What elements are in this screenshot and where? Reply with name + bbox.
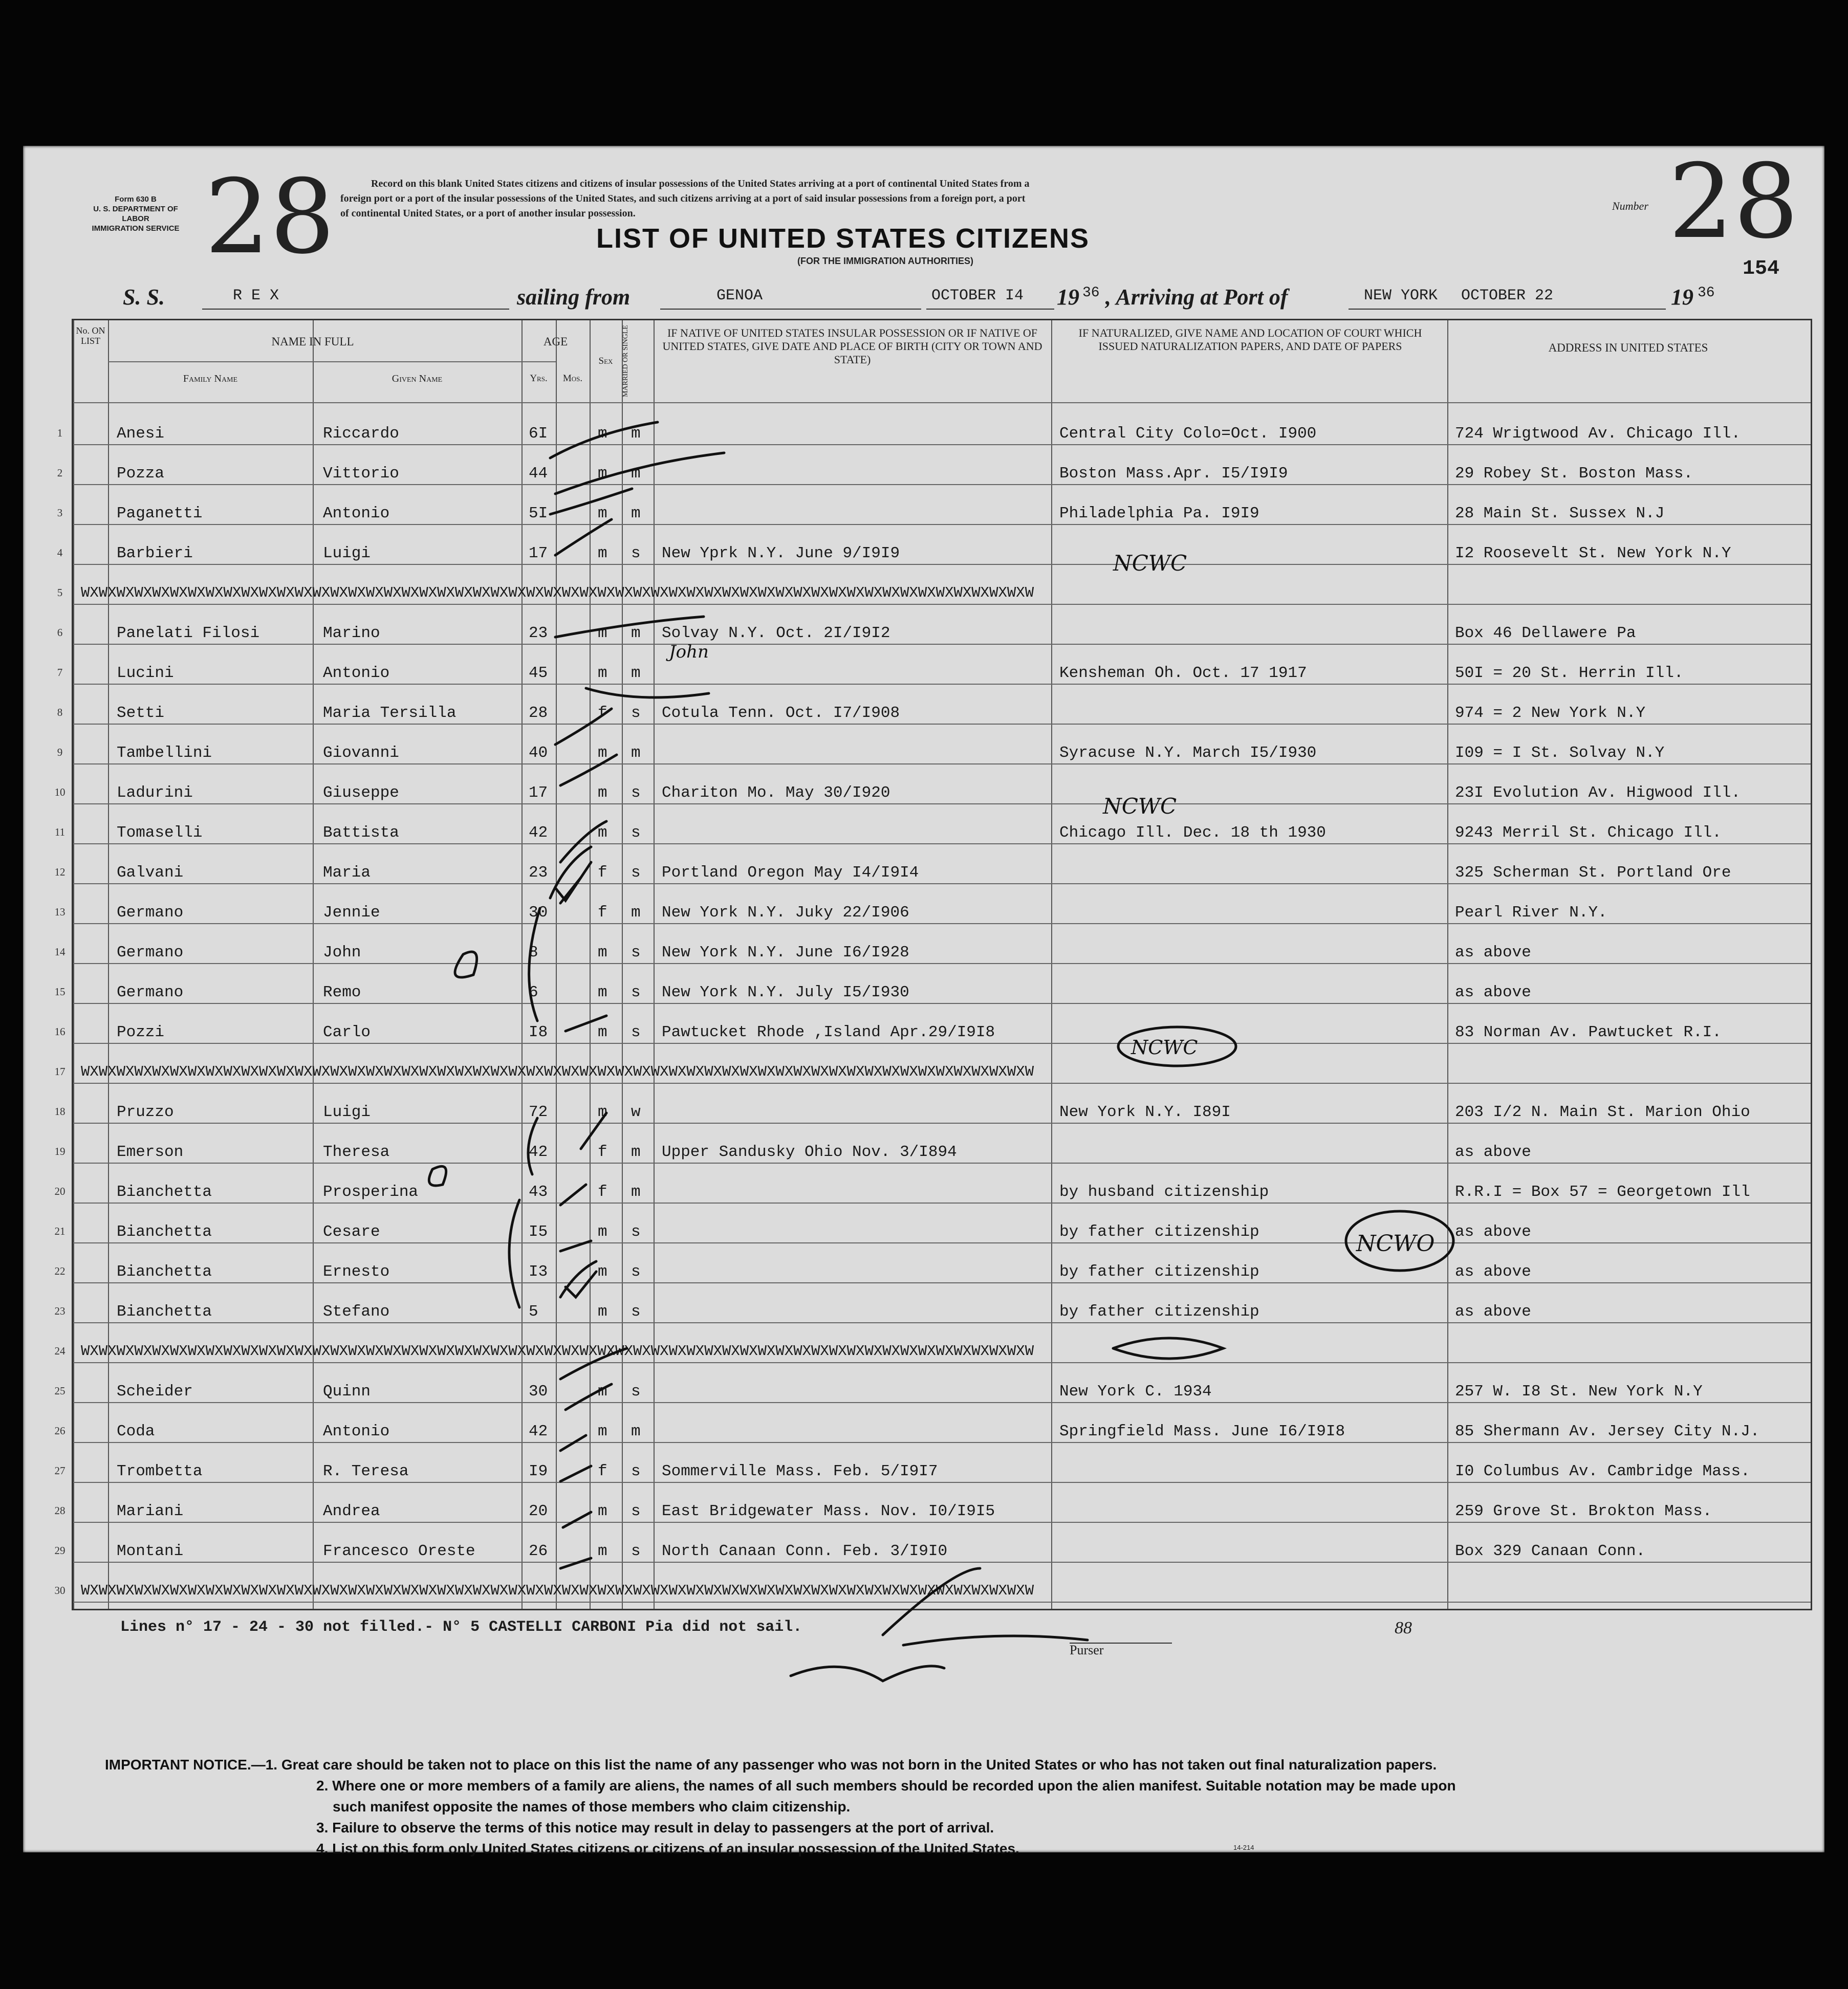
- age-cell: I8: [529, 1023, 548, 1041]
- family-name-cell: Tomaselli: [117, 824, 203, 842]
- marital-status-cell: s: [631, 1383, 641, 1401]
- date-from: OCTOBER I4: [931, 287, 1024, 304]
- marital-status-cell: s: [631, 1303, 641, 1321]
- arriving-label: , Arriving at Port of: [1105, 285, 1288, 310]
- line-number: 21: [54, 1225, 66, 1237]
- age-cell: 5: [529, 1303, 538, 1321]
- sex-cell: m: [598, 664, 607, 682]
- line-number: 25: [54, 1385, 66, 1397]
- sex-cell: m: [598, 1542, 607, 1560]
- sex-cell: f: [598, 704, 607, 722]
- marital-status-cell: s: [631, 1542, 641, 1560]
- age-cell: 45: [529, 664, 548, 682]
- age-cell: 17: [529, 784, 548, 802]
- line-number: 10: [54, 786, 66, 798]
- age-cell: 28: [529, 704, 548, 722]
- year-prefix: 19: [1057, 285, 1079, 310]
- date-to: OCTOBER 22: [1461, 287, 1554, 304]
- notice-line-5: 4. List on this form only United States citizens or citizens of an insular possession of the United States.: [316, 1841, 1019, 1856]
- count-note: 88: [1395, 1619, 1412, 1637]
- line-number: 24: [54, 1345, 66, 1357]
- family-name-cell: Pozzi: [117, 1023, 165, 1041]
- address-cell: I2 Roosevelt St. New York N.Y: [1455, 544, 1731, 562]
- age-cell: 30: [529, 904, 548, 922]
- given-name-cell: Antonio: [323, 505, 390, 522]
- address-cell: as above: [1455, 1143, 1531, 1161]
- line-number: 28: [54, 1504, 66, 1517]
- year-suffix: 36: [1082, 285, 1100, 301]
- family-name-cell: Montani: [117, 1542, 184, 1560]
- given-name-cell: Remo: [323, 983, 361, 1001]
- age-cell: 6I: [529, 425, 548, 443]
- family-name-cell: Emerson: [117, 1143, 184, 1161]
- col-head-given: Given Name: [392, 373, 443, 384]
- age-cell: 20: [529, 1502, 548, 1520]
- address-cell: 724 Wrigtwood Av. Chicago Ill.: [1455, 425, 1741, 443]
- big-number-right: 28: [1668, 142, 1799, 261]
- sex-cell: f: [598, 904, 607, 922]
- page-title: LIST OF UNITED STATES CITIZENS: [596, 223, 1090, 254]
- naturalization-cell: New York C. 1934: [1059, 1383, 1212, 1401]
- address-cell: 28 Main St. Sussex N.J: [1455, 505, 1665, 522]
- marital-status-cell: s: [631, 704, 641, 722]
- big-number-left: 28: [205, 158, 335, 277]
- line-number: 14: [54, 946, 66, 958]
- marital-status-cell: w: [631, 1103, 641, 1121]
- col-head-no: No. ON LIST: [76, 325, 105, 346]
- struck-line: WXWXWXWXWXWXWXWXWXWXWXWXWXWXWXWXWXWXWXWXWXWXWXWXWXWXWXWXWXWXWXWXWXWXWXWXWXWXWXWXWXWXWXWXWXWXWXWXWXWXWXWXWXW: [81, 584, 1034, 601]
- given-name-cell: Maria Tersilla: [323, 704, 456, 722]
- address-cell: Pearl River N.Y.: [1455, 904, 1607, 922]
- line-number: 20: [54, 1185, 66, 1197]
- family-name-cell: Galvani: [117, 864, 184, 882]
- sex-cell: m: [598, 1303, 607, 1321]
- naturalization-cell: Chicago Ill. Dec. 18 th 1930: [1059, 824, 1326, 842]
- instruction-line: of continental United States, or a port of another insular possession.: [340, 208, 636, 219]
- year-suffix: 36: [1698, 285, 1715, 301]
- manifest-sheet: [23, 142, 1824, 1856]
- marital-status-cell: m: [631, 425, 641, 443]
- sex-cell: m: [598, 505, 607, 522]
- address-cell: as above: [1455, 983, 1531, 1001]
- form-id: Form 630 B: [115, 195, 157, 204]
- given-name-cell: Ernesto: [323, 1263, 390, 1281]
- naturalization-cell: New York N.Y. I89I: [1059, 1103, 1231, 1121]
- family-name-cell: Mariani: [117, 1502, 184, 1520]
- birth-cell: North Canaan Conn. Feb. 3/I9I0: [662, 1542, 948, 1560]
- col-head-age: AGE: [543, 335, 568, 348]
- age-cell: 44: [529, 465, 548, 483]
- family-name-cell: Bianchetta: [117, 1263, 212, 1281]
- line-number: 23: [54, 1305, 66, 1317]
- family-name-cell: Trombetta: [117, 1462, 203, 1480]
- instruction-line: foreign port or a port of the insular possessions of the United States, and such citizens arriving at a port of said insular possessions from a foreign port, a port: [340, 193, 1026, 204]
- address-cell: 9243 Merril St. Chicago Ill.: [1455, 824, 1722, 842]
- birth-cell: New York N.Y. Juky 22/I906: [662, 904, 909, 922]
- ncwc-note: NCWC: [1131, 1036, 1198, 1059]
- col-head-married: MARRIED OR SINGLE: [622, 325, 629, 398]
- address-cell: as above: [1455, 1303, 1531, 1321]
- sex-cell: f: [598, 864, 607, 882]
- footer-note: Lines n° 17 - 24 - 30 not filled.- N° 5 CASTELLI CARBONI Pia did not sail.: [120, 1619, 802, 1636]
- birth-cell: Upper Sandusky Ohio Nov. 3/I894: [662, 1143, 957, 1161]
- line-number: 18: [54, 1105, 66, 1118]
- marital-status-cell: s: [631, 1263, 641, 1281]
- sex-cell: m: [598, 544, 607, 562]
- birth-cell: New York N.Y. June I6/I928: [662, 944, 909, 961]
- given-name-cell: Antonio: [323, 664, 390, 682]
- given-name-cell: Vittorio: [323, 465, 399, 483]
- naturalization-cell: Boston Mass.Apr. I5/I9I9: [1059, 465, 1288, 483]
- given-name-cell: Battista: [323, 824, 399, 842]
- port-from: GENOA: [716, 287, 763, 304]
- line-number: 1: [57, 427, 63, 439]
- line-number: 22: [54, 1265, 66, 1277]
- age-cell: 30: [529, 1383, 548, 1401]
- signature-line: [1070, 1643, 1172, 1644]
- line-number: 8: [57, 706, 63, 718]
- port-to: NEW YORK: [1364, 287, 1438, 304]
- given-name-cell: Carlo: [323, 1023, 371, 1041]
- service: IMMIGRATION SERVICE: [92, 224, 180, 233]
- family-name-cell: Germano: [117, 944, 184, 961]
- col-head-address: ADDRESS IN UNITED STATES: [1548, 341, 1708, 354]
- marital-status-cell: m: [631, 624, 641, 642]
- age-cell: 72: [529, 1103, 548, 1121]
- family-name-cell: Bianchetta: [117, 1183, 212, 1201]
- notice-heading: IMPORTANT NOTICE.—1.: [105, 1757, 278, 1773]
- department: U. S. DEPARTMENT OF LABOR: [93, 205, 178, 223]
- address-cell: 974 = 2 New York N.Y: [1455, 704, 1646, 722]
- address-cell: R.R.I = Box 57 = Georgetown Ill: [1455, 1183, 1750, 1201]
- marital-status-cell: m: [631, 744, 641, 762]
- age-cell: 8: [529, 944, 538, 961]
- notice-text: Great care should be taken not to place on this list the name of any passenger who was not born in the United States or who has not taken out final naturalization papers.: [281, 1757, 1437, 1773]
- notice-line-3: such manifest opposite the names of those members who claim citizenship.: [333, 1799, 851, 1815]
- address-cell: as above: [1455, 944, 1531, 961]
- address-cell: 325 Scherman St. Portland Ore: [1455, 864, 1731, 882]
- col-head-family: Family Name: [183, 373, 238, 384]
- page-number: 154: [1743, 257, 1780, 280]
- birth-cell: East Bridgewater Mass. Nov. I0/I9I5: [662, 1502, 995, 1520]
- naturalization-cell: by husband citizenship: [1059, 1183, 1269, 1201]
- age-cell: I3: [529, 1263, 548, 1281]
- address-cell: I0 Columbus Av. Cambridge Mass.: [1455, 1462, 1750, 1480]
- birth-cell: Sommerville Mass. Feb. 5/I9I7: [662, 1462, 938, 1480]
- notice-line-2: 2. Where one or more members of a family are aliens, the names of all such members should be recorded upon the alien manifest. Suitable notation may be made upon: [316, 1778, 1456, 1794]
- marital-status-cell: s: [631, 784, 641, 802]
- address-cell: 257 W. I8 St. New York N.Y: [1455, 1383, 1703, 1401]
- marital-status-cell: m: [631, 1423, 641, 1440]
- line-number: 27: [54, 1465, 66, 1477]
- address-cell: as above: [1455, 1223, 1531, 1241]
- naturalization-cell: by father citizenship: [1059, 1223, 1259, 1241]
- address-cell: Box 329 Canaan Conn.: [1455, 1542, 1646, 1560]
- given-name-cell: Cesare: [323, 1223, 380, 1241]
- naturalization-cell: Central City Colo=Oct. I900: [1059, 425, 1317, 443]
- struck-line: WXWXWXWXWXWXWXWXWXWXWXWXWXWXWXWXWXWXWXWXWXWXWXWXWXWXWXWXWXWXWXWXWXWXWXWXWXWXWXWXWXWXWXWXWXWXWXWXWXWXWXWXWXW: [81, 1063, 1034, 1080]
- family-name-cell: Pozza: [117, 465, 165, 483]
- ship-name: R E X: [233, 287, 279, 304]
- naturalization-cell: by father citizenship: [1059, 1263, 1259, 1281]
- family-name-cell: Paganetti: [117, 505, 203, 522]
- marital-status-cell: s: [631, 1223, 641, 1241]
- age-cell: 23: [529, 864, 548, 882]
- family-name-cell: Setti: [117, 704, 165, 722]
- struck-line: WXWXWXWXWXWXWXWXWXWXWXWXWXWXWXWXWXWXWXWXWXWXWXWXWXWXWXWXWXWXWXWXWXWXWXWXWXWXWXWXWXWXWXWXWXWXWXWXWXWXWXWXWXW: [81, 1343, 1034, 1360]
- address-cell: 23I Evolution Av. Higwood Ill.: [1455, 784, 1741, 802]
- line-number: 3: [57, 507, 63, 519]
- given-name-cell: Riccardo: [323, 425, 399, 443]
- birth-cell: Solvay N.Y. Oct. 2I/I9I2: [662, 624, 890, 642]
- given-name-cell: Andrea: [323, 1502, 380, 1520]
- line-number: 19: [54, 1145, 66, 1157]
- birth-cell: New York N.Y. July I5/I930: [662, 983, 909, 1001]
- col-head-sex: Sex: [598, 356, 613, 366]
- age-cell: 17: [529, 544, 548, 562]
- sex-cell: m: [598, 1023, 607, 1041]
- sex-cell: m: [598, 1383, 607, 1401]
- sex-cell: m: [598, 1103, 607, 1121]
- line-number: 15: [54, 986, 66, 998]
- line-number: 17: [54, 1065, 66, 1078]
- naturalization-cell: by father citizenship: [1059, 1303, 1259, 1321]
- family-name-cell: Germano: [117, 983, 184, 1001]
- marital-status-cell: s: [631, 944, 641, 961]
- line-number: 30: [54, 1584, 66, 1597]
- given-name-cell: Jennie: [323, 904, 380, 922]
- age-cell: I5: [529, 1223, 548, 1241]
- sex-cell: m: [598, 983, 607, 1001]
- given-name-cell: Antonio: [323, 1423, 390, 1440]
- naturalization-cell: Syracuse N.Y. March I5/I930: [1059, 744, 1317, 762]
- birth-cell: New Yprk N.Y. June 9/I9I9: [662, 544, 900, 562]
- handwriting-layer: [23, 142, 1824, 1852]
- family-name-cell: Pruzzo: [117, 1103, 174, 1121]
- family-name-cell: Panelati Filosi: [117, 624, 260, 642]
- age-cell: 6: [529, 983, 538, 1001]
- given-name-cell: Maria: [323, 864, 371, 882]
- sex-cell: m: [598, 1263, 607, 1281]
- marital-status-cell: s: [631, 1023, 641, 1041]
- ss-label: S. S.: [123, 285, 165, 310]
- sex-cell: f: [598, 1462, 607, 1480]
- col-head-naturalized: IF NATURALIZED, GIVE NAME AND LOCATION OF COURT WHICH ISSUED NATURALIZATION PAPERS, AND DATE OF PAPERS: [1078, 326, 1422, 353]
- line-number: 26: [54, 1425, 66, 1437]
- address-cell: 50I = 20 St. Herrin Ill.: [1455, 664, 1684, 682]
- sex-cell: m: [598, 425, 607, 443]
- age-cell: 23: [529, 624, 548, 642]
- given-name-cell: Marino: [323, 624, 380, 642]
- ncwc-note: NCWO: [1356, 1231, 1435, 1257]
- given-name-cell: Giovanni: [323, 744, 399, 762]
- marital-status-cell: s: [631, 1502, 641, 1520]
- notice-line-4: 3. Failure to observe the terms of this notice may result in delay to passengers at the port of arrival.: [316, 1820, 994, 1835]
- sailing-label: sailing from: [517, 285, 631, 310]
- age-cell: 26: [529, 1542, 548, 1560]
- age-cell: I9: [529, 1462, 548, 1480]
- age-cell: 42: [529, 1423, 548, 1440]
- family-name-cell: Coda: [117, 1423, 155, 1440]
- age-cell: 5I: [529, 505, 548, 522]
- marital-status-cell: m: [631, 1143, 641, 1161]
- marital-status-cell: m: [631, 904, 641, 922]
- sex-cell: m: [598, 944, 607, 961]
- line-number: 2: [57, 467, 63, 479]
- address-cell: 203 I/2 N. Main St. Marion Ohio: [1455, 1103, 1750, 1121]
- line-number: 6: [57, 626, 63, 639]
- form-code: 14-214: [1233, 1844, 1254, 1851]
- line-number: 9: [57, 746, 63, 758]
- family-name-cell: Barbieri: [117, 544, 193, 562]
- year-prefix: 19: [1671, 285, 1693, 310]
- address-cell: 29 Robey St. Boston Mass.: [1455, 465, 1693, 483]
- naturalization-cell: Kensheman Oh. Oct. 17 1917: [1059, 664, 1307, 682]
- given-name-cell: Theresa: [323, 1143, 390, 1161]
- page-subtitle: (FOR THE IMMIGRATION AUTHORITIES): [797, 256, 973, 266]
- given-name-cell: Prosperina: [323, 1183, 419, 1201]
- line-number: 16: [54, 1025, 66, 1038]
- sex-cell: m: [598, 1502, 607, 1520]
- given-name-cell: Luigi: [323, 544, 371, 562]
- notice-line-1: [105, 1757, 1437, 1773]
- naturalization-cell: Springfield Mass. June I6/I9I8: [1059, 1423, 1345, 1440]
- sex-cell: m: [598, 1423, 607, 1440]
- age-cell: 40: [529, 744, 548, 762]
- age-cell: 42: [529, 824, 548, 842]
- family-name-cell: Bianchetta: [117, 1303, 212, 1321]
- sex-cell: m: [598, 624, 607, 642]
- address-cell: 259 Grove St. Brokton Mass.: [1455, 1502, 1712, 1520]
- given-name-cell: Luigi: [323, 1103, 371, 1121]
- sex-cell: m: [598, 784, 607, 802]
- birth-cell: Portland Oregon May I4/I9I4: [662, 864, 919, 882]
- struck-line: WXWXWXWXWXWXWXWXWXWXWXWXWXWXWXWXWXWXWXWXWXWXWXWXWXWXWXWXWXWXWXWXWXWXWXWXWXWXWXWXWXWXWXWXWXWXWXWXWXWXWXWXWXW: [81, 1582, 1034, 1599]
- given-name-cell: Francesco Oreste: [323, 1542, 475, 1560]
- sex-cell: f: [598, 1183, 607, 1201]
- sex-cell: m: [598, 824, 607, 842]
- address-cell: 83 Norman Av. Pawtucket R.I.: [1455, 1023, 1722, 1041]
- given-name-cell: Quinn: [323, 1383, 371, 1401]
- marital-status-cell: m: [631, 505, 641, 522]
- birth-cell: Pawtucket Rhode ,Island Apr.29/I9I8: [662, 1023, 995, 1041]
- sex-cell: m: [598, 744, 607, 762]
- marital-status-cell: s: [631, 983, 641, 1001]
- given-name-cell: John: [323, 944, 361, 961]
- family-name-cell: Ladurini: [117, 784, 193, 802]
- birth-cell: Chariton Mo. May 30/I920: [662, 784, 890, 802]
- sex-cell: m: [598, 1223, 607, 1241]
- family-name-cell: Lucini: [117, 664, 174, 682]
- marital-status-cell: m: [631, 1183, 641, 1201]
- line-number: 5: [57, 586, 63, 599]
- col-head-birth: IF NATIVE OF UNITED STATES INSULAR POSSESSION OR IF NATIVE OF UNITED STATES, GIVE DATE AND PLACE OF BIRTH (CITY OR TOWN AND STATE): [662, 326, 1042, 366]
- marital-status-cell: s: [631, 1462, 641, 1480]
- instruction-line: Record on this blank United States citizens and citizens of insular possessions of the United States arriving at a port of continental United States from a: [371, 178, 1030, 189]
- given-name-cell: Stefano: [323, 1303, 390, 1321]
- sex-cell: f: [598, 1143, 607, 1161]
- given-name-cell: R. Teresa: [323, 1462, 409, 1480]
- marital-status-cell: m: [631, 664, 641, 682]
- family-name-cell: Anesi: [117, 425, 165, 443]
- given-name-cell: Giuseppe: [323, 784, 399, 802]
- address-cell: Box 46 Dellawere Pa: [1455, 624, 1636, 642]
- line-number: 11: [54, 826, 66, 838]
- john-note: John: [669, 642, 709, 662]
- line-number: 13: [54, 906, 66, 918]
- purser-label: Purser: [1070, 1643, 1104, 1657]
- naturalization-cell: Philadelphia Pa. I9I9: [1059, 505, 1259, 522]
- col-head-yrs: Yrs.: [530, 373, 548, 384]
- line-number: 12: [54, 866, 66, 878]
- sex-cell: m: [598, 465, 607, 483]
- family-name-cell: Germano: [117, 904, 184, 922]
- address-cell: I09 = I St. Solvay N.Y: [1455, 744, 1665, 762]
- marital-status-cell: s: [631, 544, 641, 562]
- marital-status-cell: s: [631, 864, 641, 882]
- address-cell: 85 Shermann Av. Jersey City N.J.: [1455, 1423, 1760, 1440]
- col-head-name: NAME IN FULL: [271, 335, 354, 348]
- ncwc-note: NCWC: [1103, 794, 1177, 819]
- marital-status-cell: s: [631, 824, 641, 842]
- birth-cell: Cotula Tenn. Oct. I7/I908: [662, 704, 900, 722]
- col-head-mos: Mos.: [562, 373, 583, 384]
- age-cell: 43: [529, 1183, 548, 1201]
- ncwc-note: NCWC: [1113, 551, 1187, 576]
- number-label: Number: [1612, 200, 1648, 212]
- address-cell: as above: [1455, 1263, 1531, 1281]
- marital-status-cell: m: [631, 465, 641, 483]
- line-number: 7: [57, 666, 63, 679]
- age-cell: 42: [529, 1143, 548, 1161]
- line-number: 4: [57, 547, 63, 559]
- family-name-cell: Tambellini: [117, 744, 212, 762]
- family-name-cell: Bianchetta: [117, 1223, 212, 1241]
- line-number: 29: [54, 1544, 66, 1557]
- family-name-cell: Scheider: [117, 1383, 193, 1401]
